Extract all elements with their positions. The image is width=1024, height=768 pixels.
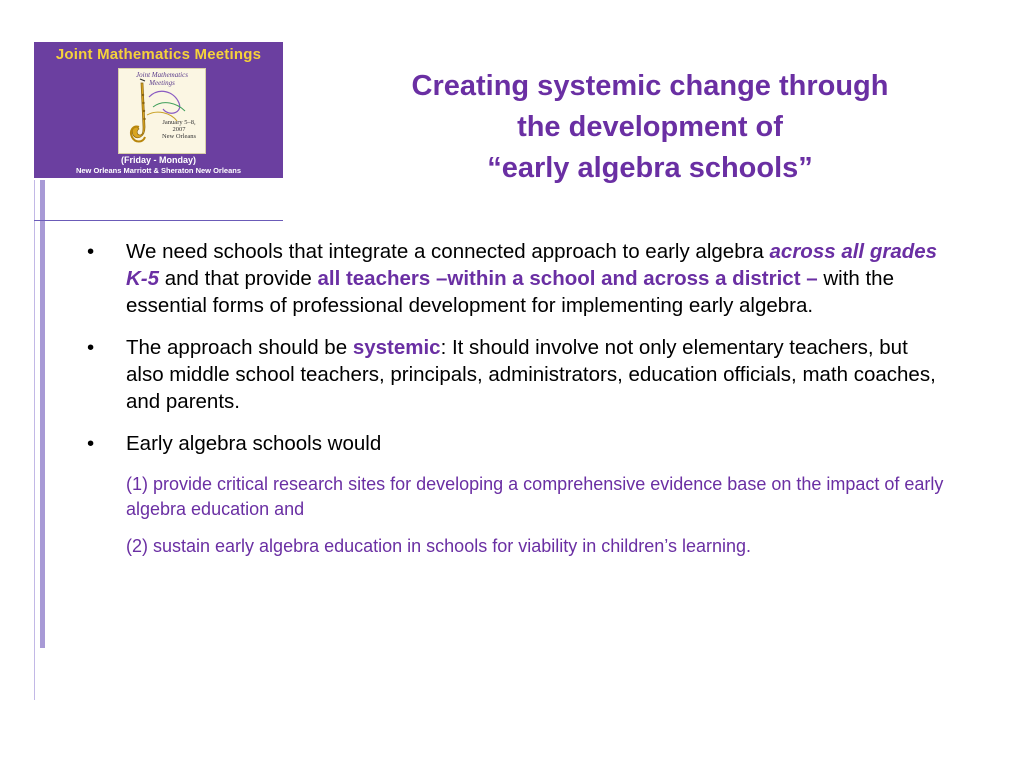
bullet-symbol: • — [87, 240, 95, 263]
bullet-point — [87, 430, 947, 457]
bullet-highlight: all teachers –within a school and across a district – — [317, 267, 818, 290]
poster-arc-text: Joint Mathematics Meetings — [136, 71, 188, 87]
logo-title: Joint Mathematics Meetings — [55, 46, 262, 63]
slide-title — [340, 66, 960, 189]
bullet-text: and that provide — [159, 267, 318, 290]
bullet-symbol: • — [87, 336, 95, 359]
bullet-highlight: across all grades K-5 — [126, 240, 938, 290]
title-line: the development of — [517, 111, 783, 143]
bullet-text: The approach should be — [126, 336, 353, 359]
bullet-text: with the essential forms of professional development for implementing early algebra. — [126, 267, 894, 317]
decorative-thin-vertical-line — [34, 180, 35, 700]
sub-point: (1) provide critical research sites for developing a comprehensive evidence base on the impact of early algebra education and — [126, 474, 944, 519]
bullet-symbol: • — [87, 432, 95, 455]
poster-date-line: January 5–8, 2007 — [162, 119, 196, 133]
poster-image — [118, 68, 206, 154]
logo-venue: New Orleans Marriott & Sheraton New Orleans — [75, 166, 242, 175]
logo-days: (Friday - Monday) — [120, 155, 196, 165]
bullet-point — [87, 238, 947, 319]
sub-point: (2) sustain early algebra education in schools for viability in children’s learning. — [126, 536, 751, 556]
bullet-text: We need schools that integrate a connected approach to early algebra — [126, 240, 770, 263]
slide-body — [87, 238, 947, 571]
title-line: Creating systemic change through — [411, 70, 889, 102]
poster-date — [157, 119, 201, 140]
bullet-text: : It should involve not only elementary teachers, but also middle school teachers, principals, administrators, education officials, math coaches, and parents. — [126, 336, 936, 413]
poster-city-line: New Orleans — [161, 133, 197, 140]
decorative-vertical-bar — [40, 180, 45, 648]
bullet-point — [87, 334, 947, 415]
bullet-text: Early algebra schools would — [126, 432, 382, 455]
conference-logo — [34, 42, 283, 178]
decorative-horizontal-line — [34, 220, 283, 221]
title-line: “early algebra schools” — [487, 152, 813, 184]
bullet-highlight: systemic — [352, 336, 441, 359]
